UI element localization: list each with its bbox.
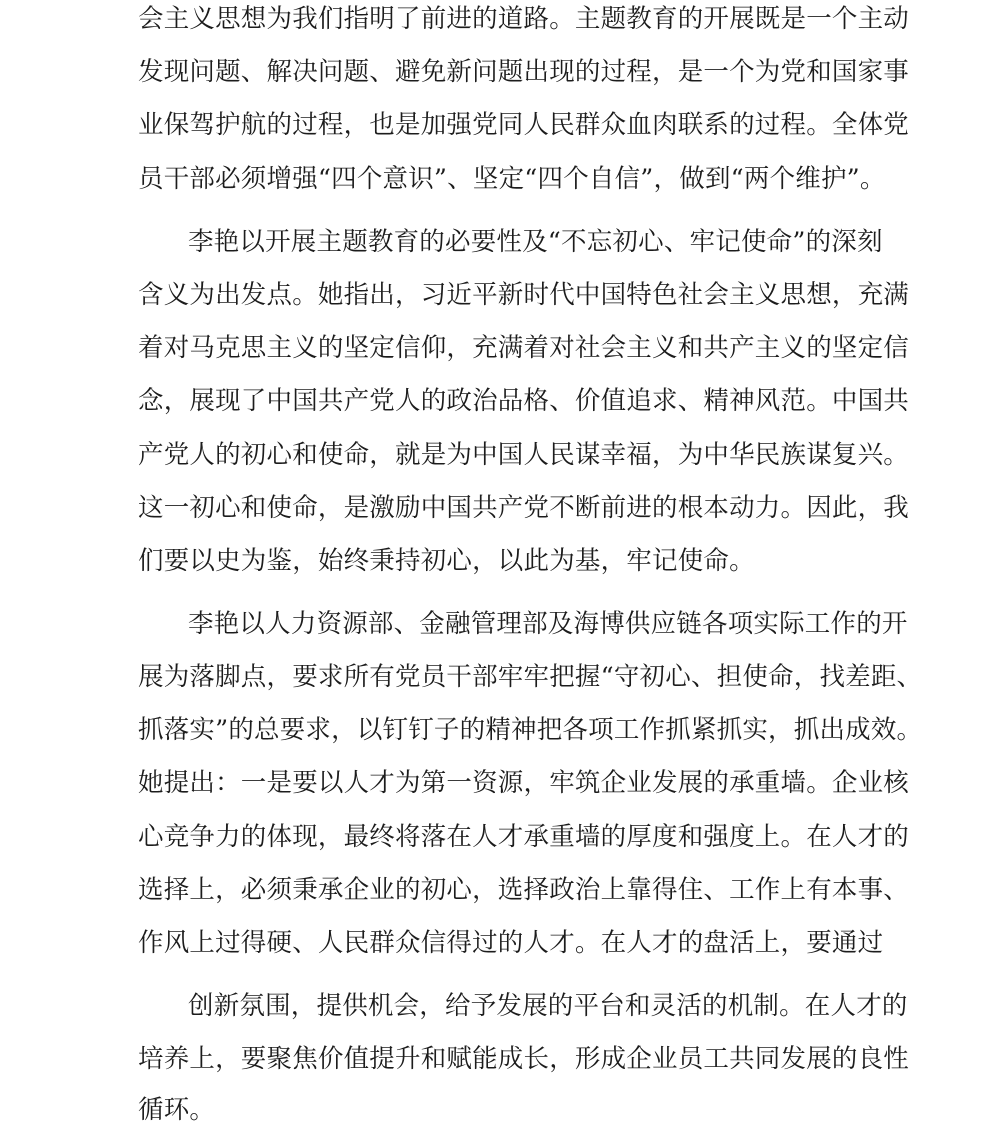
text-line: 业保驾护航的过程，也是加强党同人民群众血肉联系的过程。全体党 bbox=[138, 110, 910, 140]
text-line: 含义为出发点。她指出，习近平新时代中国特色社会主义思想，充满 bbox=[138, 280, 910, 310]
text-line: 产党人的初心和使命，就是为中国人民谋幸福，为中华民族谋复兴。 bbox=[138, 440, 910, 470]
text-line: 培养上，要聚焦价值提升和赋能成长，形成企业员工共同发展的良性 bbox=[138, 1044, 910, 1074]
text-line: 发现问题、解决问题、避免新问题出现的过程，是一个为党和国家事 bbox=[138, 57, 910, 87]
text-line: 抓落实”的总要求，以钉钉子的精神把各项工作抓紧抓实，抓出成效。 bbox=[138, 715, 923, 745]
text-line: 李艳以开展主题教育的必要性及“不忘初心、牢记使命”的深刻 bbox=[188, 227, 883, 257]
text-line: 循环。 bbox=[138, 1095, 216, 1125]
text-line: 创新氛围，提供机会，给予发展的平台和灵活的机制。在人才的 bbox=[188, 991, 908, 1021]
text-line: 心竞争力的体现，最终将落在人才承重墙的厚度和强度上。在人才的 bbox=[138, 822, 910, 852]
text-line: 念，展现了中国共产党人的政治品格、价值追求、精神风范。中国共 bbox=[138, 386, 910, 416]
text-line: 这一初心和使命，是激励中国共产党不断前进的根本动力。因此，我 bbox=[138, 493, 910, 523]
text-line: 们要以史为鉴，始终秉持初心，以此为基，牢记使命。 bbox=[138, 546, 755, 576]
text-line: 着对马克思主义的坚定信仰，充满着对社会主义和共产主义的坚定信 bbox=[138, 333, 910, 363]
text-line: 她提出：一是要以人才为第一资源，牢筑企业发展的承重墙。企业核 bbox=[138, 768, 910, 798]
text-line: 员干部必须增强“四个意识”、坚定“四个自信”，做到“两个维护”。 bbox=[138, 164, 886, 194]
text-line: 作风上过得硬、人民群众信得过的人才。在人才的盘活上，要通过 bbox=[138, 928, 884, 958]
text-line: 选择上，必须秉承企业的初心，选择政治上靠得住、工作上有本事、 bbox=[138, 875, 910, 905]
text-line: 李艳以人力资源部、金融管理部及海博供应链各项实际工作的开 bbox=[188, 609, 908, 639]
text-line: 展为落脚点，要求所有党员干部牢牢把握“守初心、担使命，找差距、 bbox=[138, 662, 923, 692]
text-line: 会主义思想为我们指明了前进的道路。主题教育的开展既是一个主动 bbox=[138, 4, 910, 34]
